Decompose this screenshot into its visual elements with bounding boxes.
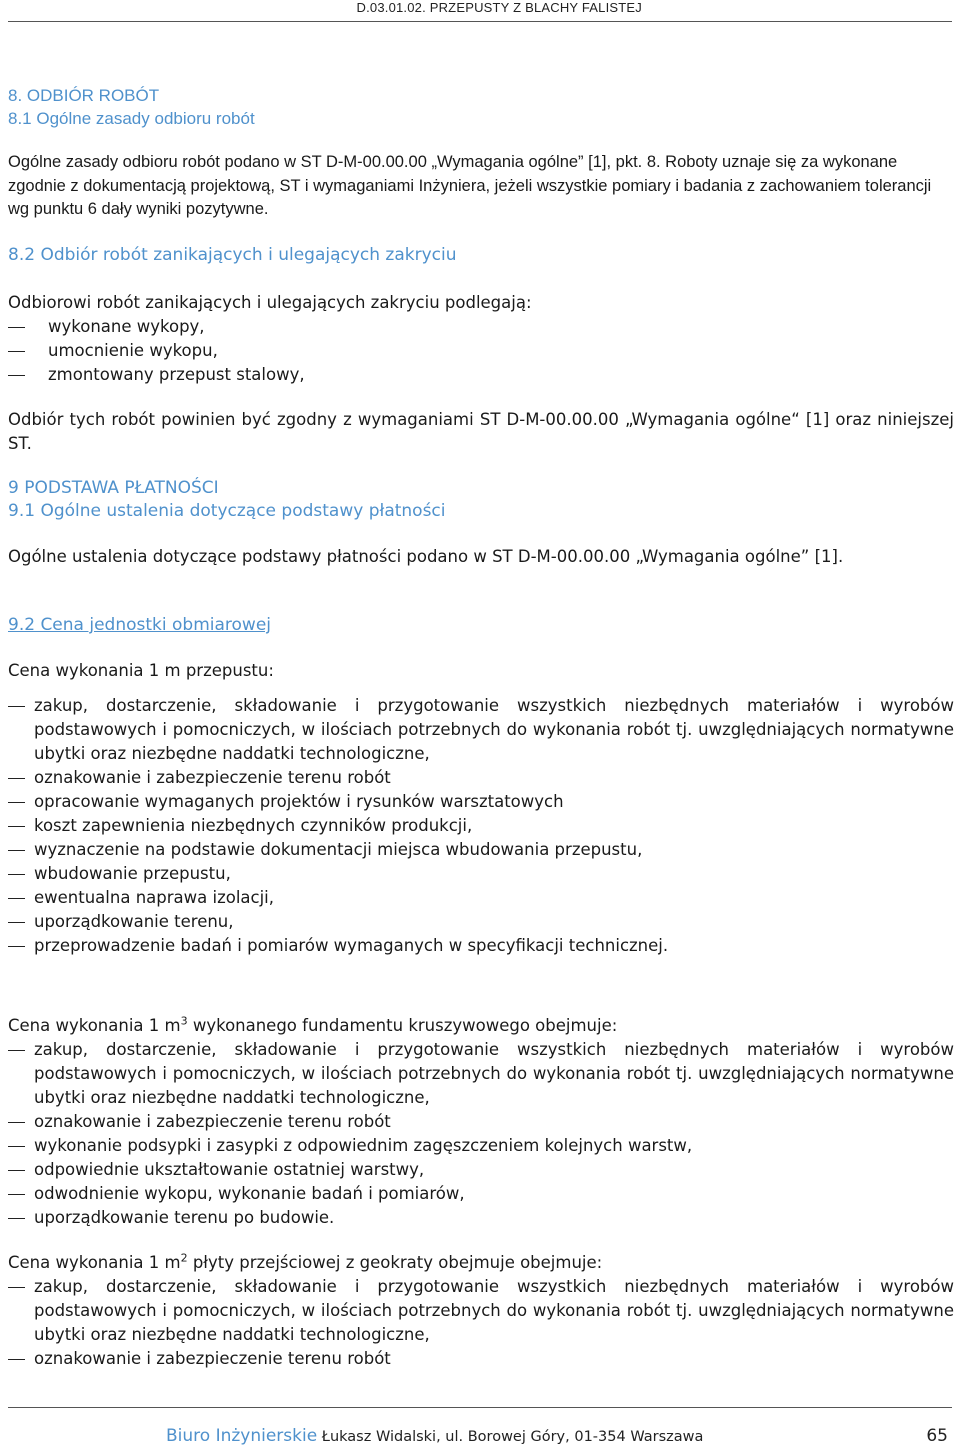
list-item: wykonanie podsypki i zasypki z odpowiednim zagęszczeniem kolejnych warstw, [8,1134,954,1158]
price-2-intro-b: wykonanego fundamentu kruszywowego obejmuje: [187,1016,618,1035]
list-item: uporządkowanie terenu, [8,910,954,934]
section-8-2-paragraph-block [8,408,954,455]
price-3-intro-b: płyty przejściowej z geokraty obejmuje obejmuje: [187,1253,603,1272]
list-item: odwodnienie wykopu, wykonanie badań i pomiarów, [8,1182,954,1206]
list-item: wbudowanie przepustu, [8,862,954,886]
list-item: oznakowanie i zabezpieczenie terenu robót [8,766,954,790]
section-8-1-heading: 8.1 Ogólne zasady odbioru robót [8,109,255,128]
list-item: zakup, dostarczenie, składowanie i przygotowanie wszystkich niezbędnych materiałów i wyrobów podstawowych i pomocniczych, w ilościach potrzebnych do wykonania robót tj. uwzględniających normatywne ubytki oraz niezbędne naddatki technologiczne, [8,1038,954,1110]
section-9-2-heading: 9.2 Cena jednostki obmiarowej [8,615,272,635]
footer [166,1426,703,1446]
section-8-2-paragraph: Odbiór tych robót powinien być zgodny z wymaganiami ST D-M-00.00.00 „Wymagania ogólne“ [1] oraz niniejszej ST. [8,410,954,453]
section-8-2-list [8,315,954,387]
price-3-superscript: 2 [180,1251,188,1265]
section-8-1-paragraph: Ogólne zasady odbioru robót podano w ST D-M-00.00.00 „Wymagania ogólne” [1], pkt. 8. Roboty uznaje się za wykonane zgodnie z dokumentacją projektową, ST i wymaganiami Inżyniera, jeżeli wszystkie pomiary i badania z zachowaniem tolerancji wg punktu 6 dały wyniki pozytywne. [8,153,932,218]
price-3-block [8,1251,954,1371]
section-9-2-heading-block [8,614,954,637]
page-number: 65 [926,1426,948,1446]
price-1-intro: Cena wykonania 1 m przepustu: [8,661,274,680]
section-9-heading-block [8,477,954,523]
list-item: oznakowanie i zabezpieczenie terenu robót [8,1110,954,1134]
list-item: przeprowadzenie badań i pomiarów wymaganych w specyfikacji technicznej. [8,934,954,958]
price-3-intro [8,1251,954,1275]
list-item: wyznaczenie na podstawie dokumentacji miejsca wbudowania przepustu, [8,838,954,862]
price-1-intro-block [8,659,954,683]
section-9-1-paragraph: Ogólne ustalenia dotyczące podstawy płatności podano w ST D-M-00.00.00 „Wymagania ogólne” [1]. [8,547,844,566]
section-8-2-intro: Odbiorowi robót zanikających i ulegających zakryciu podlegają: [8,293,532,312]
section-8-heading-block [8,84,954,130]
footer-company: Biuro Inżynierskie [166,1426,318,1446]
list-item: oznakowanie i zabezpieczenie terenu robót [8,1347,954,1371]
price-2-block [8,1014,954,1230]
section-8-2-heading-block [8,244,954,267]
price-2-intro [8,1014,954,1038]
list-item: zmontowany przepust stalowy, [8,363,954,387]
section-8-heading: 8. ODBIÓR ROBÓT [8,86,160,105]
list-item: wykonane wykopy, [8,315,954,339]
footer-address: Łukasz Widalski, ul. Borowej Góry, 01-354 Warszawa [317,1429,704,1445]
price-3-intro-a: Cena wykonania 1 m [8,1253,181,1272]
price-2-list [8,1038,954,1230]
section-9-heading: 9 PODSTAWA PŁATNOŚCI [8,478,219,498]
list-item: ewentualna naprawa izolacji, [8,886,954,910]
footer-rule [8,1407,952,1408]
price-3-list [8,1275,954,1371]
running-header: D.03.01.02. PRZEPUSTY Z BLACHY FALISTEJ [356,0,642,15]
price-1-list [8,694,954,958]
section-8-2-heading: 8.2 Odbiór robót zanikających i ulegających zakryciu [8,245,457,265]
list-item: umocnienie wykopu, [8,339,954,363]
list-item: uporządkowanie terenu po budowie. [8,1206,954,1230]
list-item: zakup, dostarczenie, składowanie i przygotowanie wszystkich niezbędnych materiałów i wyrobów podstawowych i pomocniczych, w ilościach potrzebnych do wykonania robót tj. uwzględniających normatywne ubytki oraz niezbędne naddatki technologiczne, [8,1275,954,1347]
list-item: zakup, dostarczenie, składowanie i przygotowanie wszystkich niezbędnych materiałów i wyrobów podstawowych i pomocniczych, w ilościach potrzebnych do wykonania robót tj. uwzględniających normatywne ubytki oraz niezbędne naddatki technologiczne, [8,694,954,766]
list-item: odpowiednie ukształtowanie ostatniej warstwy, [8,1158,954,1182]
price-1-list-block [8,694,954,958]
price-2-superscript: 3 [180,1014,188,1028]
header-rule [8,21,952,22]
price-2-intro-a: Cena wykonania 1 m [8,1016,181,1035]
list-item: koszt zapewnienia niezbędnych czynników produkcji, [8,814,954,838]
section-8-1-paragraph-block [8,151,954,222]
section-8-2-body [8,291,954,387]
section-9-1-heading: 9.1 Ogólne ustalenia dotyczące podstawy płatności [8,501,446,521]
section-9-1-paragraph-block [8,545,954,569]
list-item: opracowanie wymaganych projektów i rysunków warsztatowych [8,790,954,814]
